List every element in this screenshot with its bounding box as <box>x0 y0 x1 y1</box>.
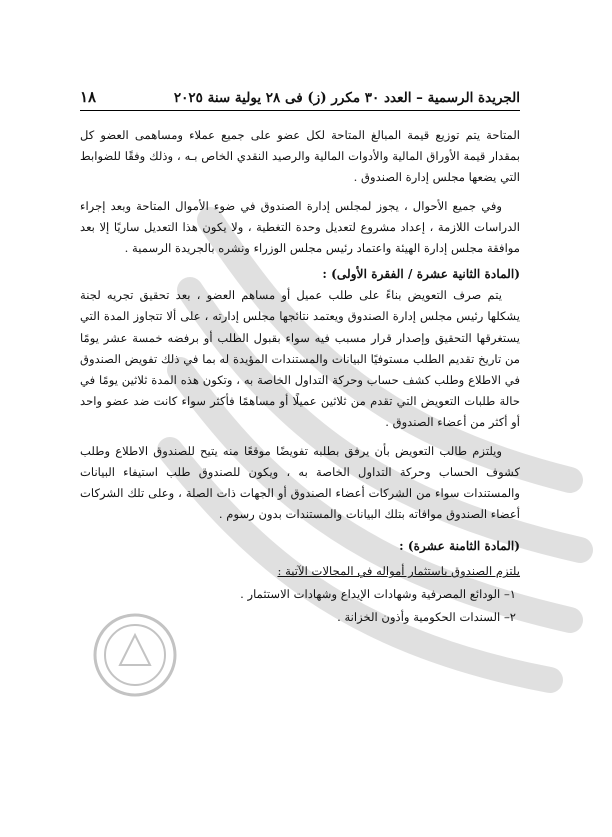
page-header <box>80 88 520 111</box>
article-18-heading: (المادة الثامنة عشرة) : <box>399 539 520 554</box>
document-page <box>80 88 520 629</box>
header-title: الجريدة الرسمية – العدد ٣٠ مكرر (ز) فى ٢٨ يولية سنة ٢٠٢٥ <box>173 90 520 106</box>
list-item-2: ٢– السندات الحكومية وأذون الخزانة . <box>337 609 516 624</box>
paragraph-5: يلتزم الصندوق باستثمار أمواله في المجالات الآتية : <box>277 564 520 579</box>
page-number: ١٨ <box>80 88 97 106</box>
paragraph-2: وفي جميع الأحوال ، يجوز لمجلس إدارة الصندوق في ضوء الأموال المتاحة وبعد إجراء الدراسات اللازمة ، إعداد مشروع لتعديل وحدة التغطية ، ولا يكون هذا التعديل ساريًا إلا بعد موافقة مجلس إدارة الهيئة واعتماد رئيس مجلس الوزراء ونشره بالجريدة الرسمية . <box>80 198 520 256</box>
list-item-1: ١– الودائع المصرفية وشهادات الإيداع وشهادات الاستثمار . <box>240 586 516 601</box>
paragraph-3: يتم صرف التعويض بناءً على طلب عميل أو مساهم العضو ، بعد تحقيق تجريه لجنة يشكلها رئيس مجلس إدارة الصندوق ويعتمد نتائجها مجلس إدارته ، على ألا تتجاوز المدة التي يستغرقها التحقيق وإصدار قرار مسبب فيه سواء بقبول الطلب أو برفضه خمسة عشر يومًا من تاريخ تقديم الطلب مستوفيًا البيانات والمستندات المؤيدة له بما في ذلك تفويض الصندوق في الاطلاع وطلب كشف حساب وحركة التداول الخاصة به ، وتكون هذه المدة ثلاثين يومًا في حالة طلبات التعويض التي تقدم من ثلاثين عميلًا أو مساهمًا فأكثر سواء كانت ضد عضو واحد أو أكثر من أعضاء الصندوق . <box>80 288 520 430</box>
paragraph-1: المتاحة يتم توزيع قيمة المبالغ المتاحة لكل عضو على جميع عملاء ومساهمى العضو كل بمقدار قيمة الأوراق المالية والأدوات المالية والرصيد النقدي الخاص بـه ، وذلك وفقًا للضوابط التي يضعها مجلس إدارة الصندوق . <box>80 128 520 185</box>
article-12-heading: (المادة الثانية عشرة / الفقرة الأولى) : <box>322 267 520 282</box>
paragraph-4: ويلتزم طالب التعويض بأن يرفق بطلبه تفويضًا موقعًا منه يتيح للصندوق الاطلاع وطلب كشوف الحساب وحركة التداول الخاصة به ، ويكون للصندوق طلب استيفاء البيانات والمستندات سواء من الشركات أعضاء الصندوق أو الجهات ذات الصلة ، وعلى تلك الشركات أعضاء الصندوق موافاته بتلك البيانات والمستندات بدون رسوم . <box>80 443 520 522</box>
